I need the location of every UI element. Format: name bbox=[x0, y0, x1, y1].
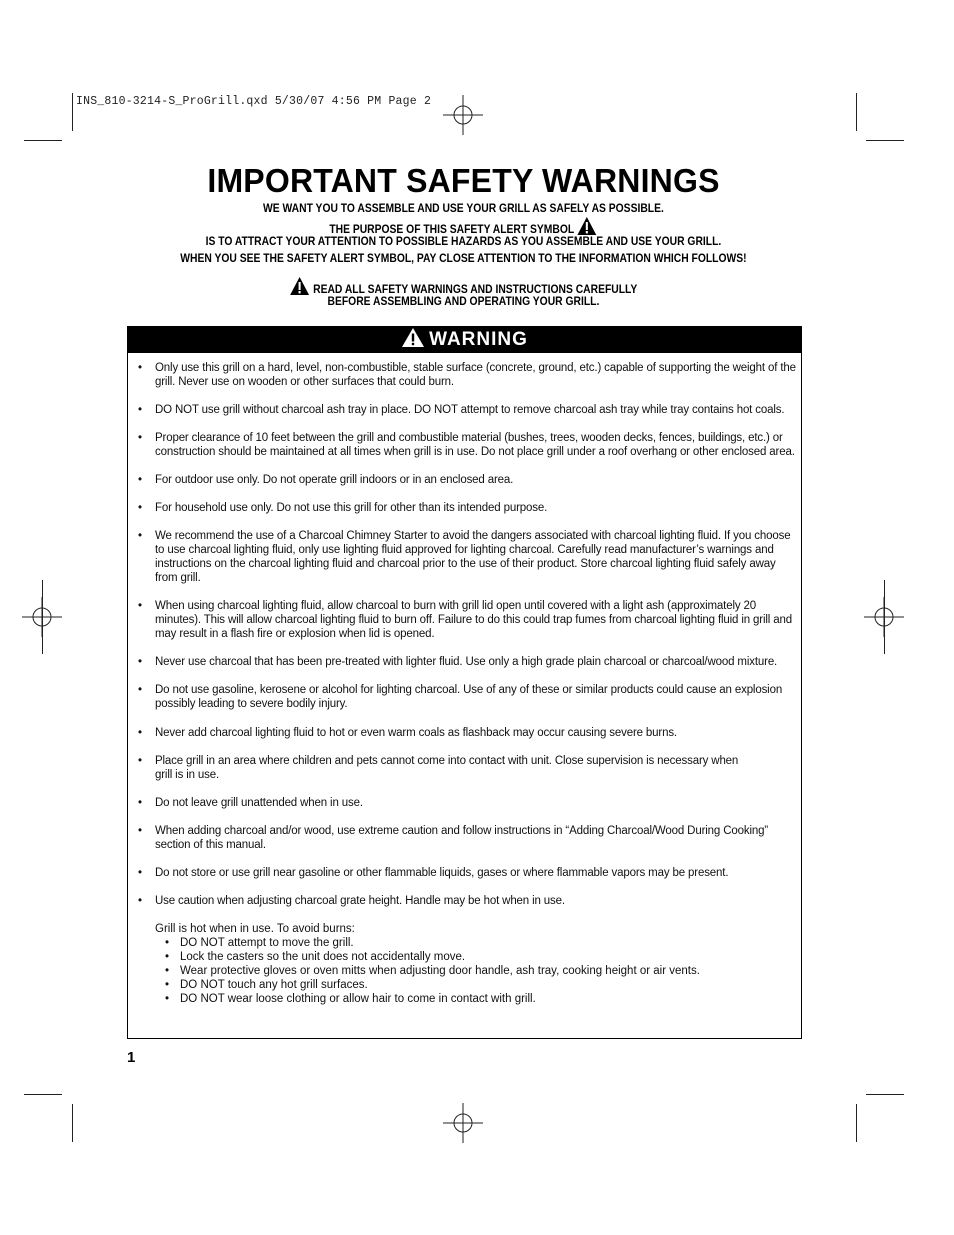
crop-mark bbox=[856, 93, 857, 131]
list-item: • For outdoor use only. Do not operate grill indoors or in an enclosed area. bbox=[138, 473, 798, 487]
crop-mark bbox=[72, 1104, 73, 1142]
list-item-text: When adding charcoal and/or wood, use extreme caution and follow instructions in “Adding Charcoal/Wood During Cooking” section of this manual. bbox=[155, 825, 769, 851]
list-item: • Do not leave grill unattended when in use. bbox=[138, 796, 798, 810]
list-item: • For household use only. Do not use this grill for other than its intended purpose. bbox=[138, 501, 798, 515]
list-item: • Wear protective gloves or oven mitts when adjusting door handle, ash tray, cooking height or air vents. bbox=[155, 964, 700, 978]
list-item: • Do not use gasoline, kerosene or alcohol for lighting charcoal. Use of any of these or similar products could cause an explosion possibly leading to severe bodily injury. bbox=[138, 683, 798, 711]
list-item-text: For outdoor use only. Do not operate grill indoors or in an enclosed area. bbox=[155, 474, 514, 486]
intro-line: WE WANT YOU TO ASSEMBLE AND USE YOUR GRILL AS SAFELY AS POSSIBLE. bbox=[263, 201, 664, 215]
page-number: 1 bbox=[127, 1049, 136, 1066]
crop-mark bbox=[866, 1094, 904, 1095]
file-slug: INS_810-3214-S_ProGrill.qxd 5/30/07 4:56 PM Page 2 bbox=[76, 95, 432, 108]
list-item-text: For household use only. Do not use this grill for other than its intended purpose. bbox=[155, 502, 548, 514]
registration-mark-icon bbox=[443, 95, 483, 135]
list-item-text: Only use this grill on a hard, level, non-combustible, stable surface (concrete, ground, etc.) capable of supporting the weight of the grill. Never use on wooden or other surfaces that could burn. bbox=[155, 362, 796, 388]
warning-box bbox=[127, 326, 802, 1039]
registration-mark-icon bbox=[443, 1103, 483, 1143]
read-instructions-line: BEFORE ASSEMBLING AND OPERATING YOUR GRILL. bbox=[327, 294, 600, 308]
read-instructions-text: READ ALL SAFETY WARNINGS AND INSTRUCTIONS CAREFULLY bbox=[313, 282, 638, 296]
list-item: • Proper clearance of 10 feet between the grill and combustible material (bushes, trees, wooden decks, fences, buildings, etc.) or construction should be maintained at all times when grill is in use. Do not place grill under a roof overhang or other enclosed area. bbox=[138, 431, 798, 459]
list-item: • We recommend the use of a Charcoal Chimney Starter to avoid the dangers associated with charcoal lighting fluid. If you choose to use charcoal lighting fluid, only use lighting fluid approved for lighting charcoal. Carefully read manufacturer’s warnings and instructions on the charcoal lighting fluid and charcoal prior to the use of their product. Store charcoal lighting fluid safely away from grill. bbox=[138, 529, 798, 585]
list-item-text: Do not use gasoline, kerosene or alcohol for lighting charcoal. Use of any of these or similar products could cause an explosion possibly leading to severe bodily injury. bbox=[155, 684, 783, 710]
list-item: • When adding charcoal and/or wood, use extreme caution and follow instructions in “Adding Charcoal/Wood During Cooking” section of this manual. bbox=[138, 824, 798, 852]
list-item-text: Never use charcoal that has been pre-treated with lighter fluid. Use only a high grade plain charcoal or charcoal/wood mixture. bbox=[155, 656, 778, 668]
burn-precautions bbox=[155, 922, 700, 1006]
list-item-text: Do not store or use grill near gasoline or other flammable liquids, gases or where flammable vapors may be present. bbox=[155, 867, 729, 879]
list-item: • Only use this grill on a hard, level, non-combustible, stable surface (concrete, ground, etc.) capable of supporting the weight of the grill. Never use on wooden or other surfaces that could burn. bbox=[138, 361, 798, 389]
list-item: • Never add charcoal lighting fluid to hot or even warm coals as flashback may occur causing severe burns. bbox=[138, 726, 798, 740]
list-item-text: DO NOT use grill without charcoal ash tray in place. DO NOT attempt to remove charcoal ash tray while tray contains hot coals. bbox=[155, 404, 785, 416]
list-item: • DO NOT use grill without charcoal ash tray in place. DO NOT attempt to remove charcoal ash tray while tray contains hot coals. bbox=[138, 403, 798, 417]
list-item-text: Proper clearance of 10 feet between the grill and combustible material (bushes, trees, wooden decks, fences, buildings, etc.) or construction should be maintained at all times when grill is in use. Do not place grill under a roof overhang or other enclosed area. bbox=[155, 432, 795, 458]
list-item: • Place grill in an area where children and pets cannot come into contact with unit. Close supervision is necessary when grill is in use. bbox=[138, 755, 739, 781]
burn-precautions-heading: Grill is hot when in use. To avoid burns: bbox=[155, 923, 355, 935]
list-item-text: Place grill in an area where children and pets cannot come into contact with unit. Close supervision is necessary when grill is in use. bbox=[155, 755, 739, 781]
page-title: IMPORTANT SAFETY WARNINGS bbox=[207, 162, 720, 199]
list-item: • When using charcoal lighting fluid, allow charcoal to burn with grill lid open until covered with a light ash (approximately 20 minutes). This will allow charcoal lighting fluid to burn off. Failure to do this could trap fumes from charcoal lighting fluid in grill and may result in a flash fire or explosion when lid is opened. bbox=[138, 599, 798, 641]
crop-mark bbox=[42, 580, 43, 654]
list-item: • DO NOT wear loose clothing or allow hair to come in contact with grill. bbox=[155, 992, 700, 1006]
crop-mark bbox=[866, 140, 904, 141]
warning-alert-icon bbox=[401, 327, 425, 348]
crop-mark bbox=[72, 93, 73, 131]
crop-mark bbox=[856, 1104, 857, 1142]
intro-line-text: THE PURPOSE OF THIS SAFETY ALERT SYMBOL bbox=[329, 222, 574, 236]
list-item-text: Never add charcoal lighting fluid to hot or even warm coals as flashback may occur causing severe burns. bbox=[155, 727, 677, 739]
list-item-text: We recommend the use of a Charcoal Chimney Starter to avoid the dangers associated with charcoal lighting fluid. If you choose to use charcoal lighting fluid, only use lighting fluid approved for lighting charcoal. Carefully read manufacturer’s warnings and instructions on the charcoal lighting fluid and charcoal prior to the use of their product. Store charcoal lighting fluid safely away from grill. bbox=[155, 530, 791, 584]
intro-line: WHEN YOU SEE THE SAFETY ALERT SYMBOL, PAY CLOSE ATTENTION TO THE INFORMATION WHICH FOLLOWS! bbox=[180, 251, 747, 265]
list-item: • Do not store or use grill near gasoline or other flammable liquids, gases or where flammable vapors may be present. bbox=[138, 866, 798, 880]
list-item: • Lock the casters so the unit does not accidentally move. bbox=[155, 950, 700, 964]
warning-header bbox=[128, 327, 801, 353]
crop-mark bbox=[24, 140, 62, 141]
list-item-text: Do not leave grill unattended when in use. bbox=[155, 797, 363, 809]
crop-mark bbox=[24, 1094, 62, 1095]
list-item: • Never use charcoal that has been pre-treated with lighter fluid. Use only a high grade plain charcoal or charcoal/wood mixture. bbox=[138, 655, 798, 669]
burn-precautions-list bbox=[155, 936, 700, 1006]
list-item: • Use caution when adjusting charcoal grate height. Handle may be hot when in use. bbox=[138, 894, 798, 908]
list-item-text: Use caution when adjusting charcoal grate height. Handle may be hot when in use. bbox=[155, 895, 565, 907]
warning-label: WARNING bbox=[429, 329, 528, 350]
list-item: • DO NOT attempt to move the grill. bbox=[155, 936, 700, 950]
list-item: • DO NOT touch any hot grill surfaces. bbox=[155, 978, 700, 992]
list-item-text: When using charcoal lighting fluid, allow charcoal to burn with grill lid open until covered with a light ash (approximately 20 minutes). This will allow charcoal lighting fluid to burn off. Failure to do this could trap fumes from charcoal lighting fluid in grill and may result in a flash fire or explosion when lid is opened. bbox=[155, 600, 792, 640]
intro-line: IS TO ATTRACT YOUR ATTENTION TO POSSIBLE HAZARDS AS YOU ASSEMBLE AND USE YOUR GRILL. bbox=[205, 234, 722, 248]
crop-mark bbox=[884, 580, 885, 654]
